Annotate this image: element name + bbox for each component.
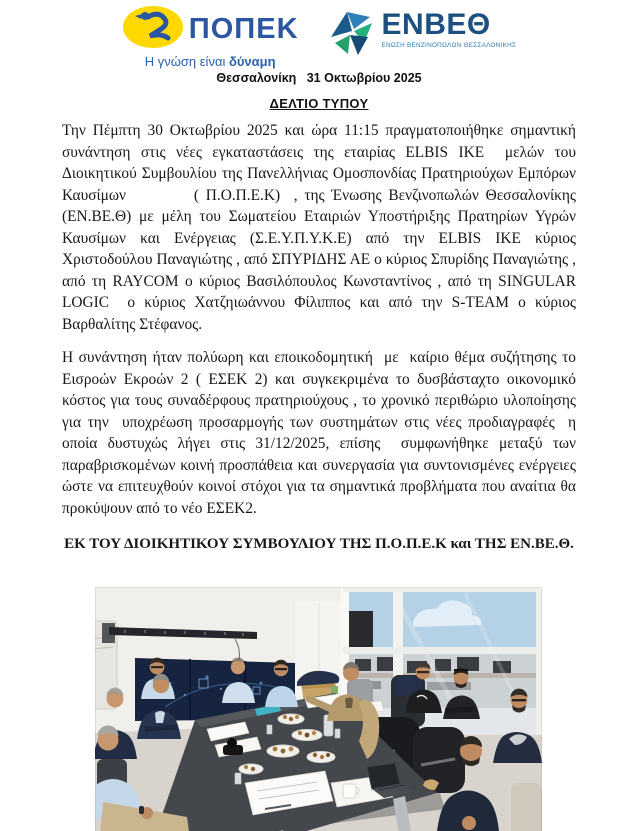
popek-swan-icon bbox=[122, 5, 186, 54]
enveth-logo bbox=[329, 10, 517, 61]
enveth-wordmark: ΕΝΒΕΘ bbox=[381, 8, 491, 41]
meeting-photo bbox=[95, 587, 542, 831]
paragraph-1: Την Πέμπτη 30 Οκτωβρίου 2025 και ώρα 11:15 πραγματοποιήθηκε σημαντική συνάντηση στις νέες εγκαταστάσεις της εταιρίας ELBIS ΙΚΕ μελών του Διοικητικού Συμβουλίου της Πανελλήνιας Ομοσπονδίας Πρατηριούχων Εμπόρων Καυσίμων ( Π.Ο.Π.Ε.Κ) , της Ένωσης Βενζινοπωλών Θεσσαλονίκης (ΕΝ.ΒΕ.Θ) με μέλη του Σωματείου Εταιριών Υποστήριξης Πρατηρίων Υγρών Καυσίμων και Ενέργειας (Σ.Ε.Υ.Π.Υ.Κ.Ε) από την ELBIS ΙΚΕ κύριος Χριστοδούλου Παναγιώτης , από ΣΠΥΡΙΔΗΣ ΑΕ ο κύριος Σπυρίδης Παναγιώτης , από τη RAYCOM ο κύριος Βασιλόπουλος Κωνσταντίνος , από τη SINGULAR LOGIC ο κύριος Χατζηιωάννου Φίλιππος και από την S-TEAM ο κύριος Βαρθαλίτης Στέφανος. bbox=[62, 122, 576, 333]
popek-wordmark: ΠΟΠΕΚ bbox=[188, 13, 299, 45]
popek-logo bbox=[122, 5, 299, 69]
signoff-line: ΕΚ ΤΟΥ ΔΙΟΙΚΗΤΙΚΟΥ ΣΥΜΒΟΥΛΙΟΥ ΤΗΣ Π.Ο.Π.Ε.Κ και ΤΗΣ ΕΝ.ΒΕ.Θ. bbox=[64, 536, 574, 552]
popek-tagline: Η γνώση είναι δύναμη bbox=[144, 54, 276, 69]
paragraph-2: Η συνάντηση ήταν πολύωρη και εποικοδομητική με καίριο θέμα συζήτησης το Εισροών Εκροών 2 ( ΕΣΕΚ 2) και συγκεκριμένα το δυσβάσταχτο οικονομικό κόστος για τους συναδέρφους πρατηριούχους , το χρονικό περιθώριο υλοποίησης για την υποχρέωση προσαρμογής των συστημάτων στις νέες προδιαγραφές η οποία δυστυχώς λήγει στις 31/12/2025, επίσης συμφωνήθηκε μεταξύ των παραβρισκομένων κοινή προσπάθεια και συνεργασία για συντονισμένες ενέργειες ώστε να επιτευχθούν κοινοί στόχοι για τα σημαντικά προβλήματα που αναίτια θα προκύψουν από το νέο ΕΣΕΚ2. bbox=[62, 349, 576, 517]
dateline: Θεσσαλονίκη 31 Οκτωβρίου 2025 bbox=[216, 71, 422, 85]
press-release-title: ΔΕΛΤΙΟ ΤΥΠΟΥ bbox=[269, 96, 369, 111]
enveth-emblem-icon bbox=[329, 10, 377, 61]
document-body bbox=[62, 120, 576, 553]
enveth-subtitle: ΕΝΩΣΗ ΒΕΝΖΙΝΟΠΩΛΩΝ ΘΕΣΣΑΛΟΝΙΚΗΣ bbox=[381, 42, 517, 49]
logo-header bbox=[0, 0, 638, 69]
